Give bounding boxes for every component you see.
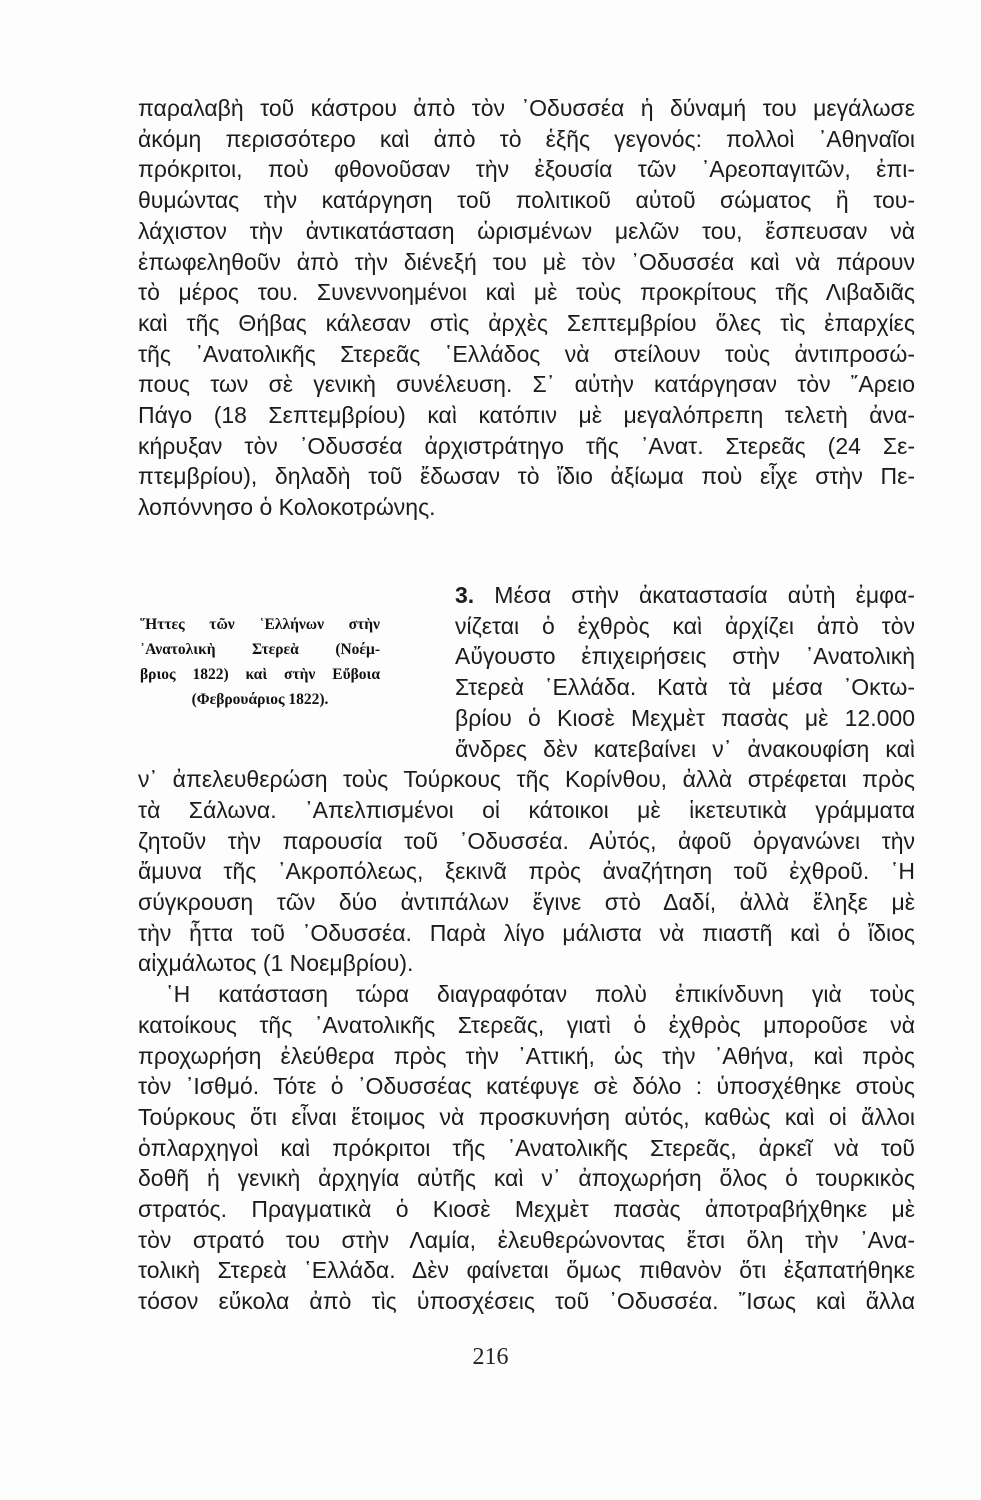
text-line: Στερεὰ ῾Ελλάδα. Κατὰ τὰ μέσα ᾿Οκτω- [455,674,915,701]
text-line [455,580,915,610]
text-line: ζητοῦν τὴν παρουσία τοῦ ᾿Οδυσσέα. Αὐτός, ἀφοῦ ὀργανώνει τὴν [138,827,915,854]
text-line: ἄνδρες δὲν κατεβαίνει ν᾿ ἀνακουφίση καὶ [455,735,915,762]
text-line: στρατός. Πραγματικὰ ὁ Κιοσὲ Μεχμὲτ πασὰς ἀποτραβήχθηκε μὲ [138,1196,915,1222]
side-note-line: ῞Ηττες τῶν ῾Ελλήνων στὴν [140,616,380,633]
text-line: καὶ τῆς Θήβας κάλεσαν στὶς ἀρχὲς Σεπτεμβρίου ὅλες τὶς ἐπαρχίες [138,309,915,336]
text-line: βρίου ὁ Κιοσὲ Μεχμὲτ πασὰς μὲ 12.000 [455,704,915,731]
text-line: ἐπωφεληθοῦν ἀπὸ τὴν διένεξή του μὲ τὸν ᾿Οδυσσέα καὶ νὰ πάρουν [138,248,915,275]
text-line: παραλαβὴ τοῦ κάστρου ἀπὸ τὸν ᾿Οδυσσέα ἡ δύναμή του μεγάλωσε [138,95,915,121]
text-line: προχωρήση ἐλεύθερα πρὸς τὴν ᾿Αττική, ὡς τὴν ᾿Αθήνα, καὶ πρὸς [138,1042,915,1069]
text-line: τόσον εὔκολα ἀπὸ τὶς ὑποσχέσεις τοῦ ᾿Οδυσσέα. ῎Ισως καὶ ἄλλα [138,1288,915,1315]
text-line: τὴν ἧττα τοῦ ᾿Οδυσσέα. Παρὰ λίγο μάλιστα νὰ πιαστῆ καὶ ὁ ἴδιος [138,919,915,946]
text-line: τῆς ᾿Ανατολικῆς Στερεᾶς ῾Ελλάδος νὰ στείλουν τοὺς ἀντιπροσώ- [138,340,915,367]
text-line: λάχιστον τὴν ἀντικατάσταση ὡρισμένων μελῶν του, ἔσπευσαν νὰ [138,217,915,244]
text-line: ἄμυνα τῆς ᾿Ακροπόλεως, ξεκινᾶ πρὸς ἀναζήτηση τοῦ ἐχθροῦ. ῾Η [138,858,915,885]
side-note [140,612,380,712]
text-line: πτεμβρίου), δηλαδὴ τοῦ ἔδωσαν τὸ ἴδιο ἀξίωμα ποὺ εἶχε στὴν Πε- [138,463,915,490]
text-line: Αὔγουστο ἐπιχειρήσεις στὴν ᾿Ανατολικὴ [455,643,915,670]
text-line: δοθῆ ἡ γενικὴ ἀρχηγία αὐτῆς καὶ ν᾿ ἀποχωρήση ὅλος ὁ τουρκικὸς [138,1165,915,1192]
text-line: Πάγο (18 Σεπτεμβρίου) καὶ κατόπιν μὲ μεγαλόπρεπη τελετὴ ἀνα- [138,402,915,428]
side-note-line: ᾿Ανατολικὴ Στερεὰ (Νοέμ- [140,641,380,658]
text-line: κατοίκους τῆς ᾿Ανατολικῆς Στερεᾶς, γιατὶ ὁ ἐχθρὸς μποροῦσε νὰ [138,1011,915,1038]
text-line-content: Μέσα στὴν ἀκαταστασία αὐτὴ ἐμφα- [494,582,916,608]
text-line: κήρυξαν τὸν ᾿Οδυσσέα ἀρχιστράτηγο τῆς ᾿Ανατ. Στερεᾶς (24 Σε- [138,432,915,459]
text-line: τὸν ᾿Ισθμό. Τότε ὁ ᾿Οδυσσέας κατέφυγε σὲ δόλο : ὑποσχέθηκε στοὺς [138,1073,915,1100]
text-line: ὁπλαρχηγοὶ καὶ πρόκριτοι τῆς ᾿Ανατολικῆς Στερεᾶς, ἀρκεῖ νὰ τοῦ [138,1134,915,1161]
side-note-line: βριος 1822) καὶ στὴν Εὔβοια [140,666,380,683]
text-line: τὸ μέρος του. Συνεννοημένοι καὶ μὲ τοὺς προκρίτους τῆς Λιβαδιᾶς [138,279,915,306]
text-line: θυμώντας τὴν κατάργηση τοῦ πολιτικοῦ αὐτοῦ σώματος ἢ του- [138,187,915,214]
text-line: νίζεται ὁ ἐχθρὸς καὶ ἀρχίζει ἀπὸ τὸν [455,612,915,639]
text-line: τολικὴ Στερεὰ ῾Ελλάδα. Δὲν φαίνεται ὅμως πιθανὸν ὅτι ἐξαπατήθηκε [138,1257,915,1284]
page-number: 216 [472,1344,509,1370]
text-line: σύγκρουση τῶν δύο ἀντιπάλων ἔγινε στὸ Δαδί, ἀλλὰ ἔληξε μὲ [138,889,915,915]
text-line: τὰ Σάλωνα. ᾿Απελπισμένοι οἱ κάτοικοι μὲ ἱκετευτικὰ γράμματα [138,796,915,823]
text-line: τὸν στρατό του στὴν Λαμία, ἐλευθερώνοντας ἔτσι ὅλη τὴν ᾿Ανα- [138,1226,915,1253]
text-line: ἀκόμη περισσότερο καὶ ἀπὸ τὸ ἑξῆς γεγονός: πολλοὶ ᾿Αθηναῖοι [138,125,915,152]
text-line: λοπόννησο ὁ Κολοκοτρώνης. [138,494,436,521]
text-line: Τούρκους ὅτι εἶναι ἕτοιμος νὰ προσκυνήση αὐτός, καθὼς καὶ οἱ ἄλλοι [138,1103,915,1130]
text-line: ῾Η κατάσταση τώρα διαγραφόταν πολὺ ἐπικίνδυνη γιὰ τοὺς [166,981,915,1008]
section-number: 3. [455,582,475,608]
text-line: ν᾿ ἀπελευθερώση τοὺς Τούρκους τῆς Κορίνθου, ἀλλὰ στρέφεται πρὸς [138,766,915,793]
text-line: πρόκριτοι, ποὺ φθονοῦσαν τὴν ἐξουσία τῶν ᾿Αρεοπαγιτῶν, ἐπι- [138,156,915,183]
text-line: πους των σὲ γενικὴ συνέλευση. Σ᾿ αὐτὴν κατάργησαν τὸν ῎Αρειο [138,371,915,398]
side-note-line: (Φεβρουάριος 1822). [191,691,329,708]
text-line: αἰχμάλωτος (1 Νοεμβρίου). [138,950,414,977]
